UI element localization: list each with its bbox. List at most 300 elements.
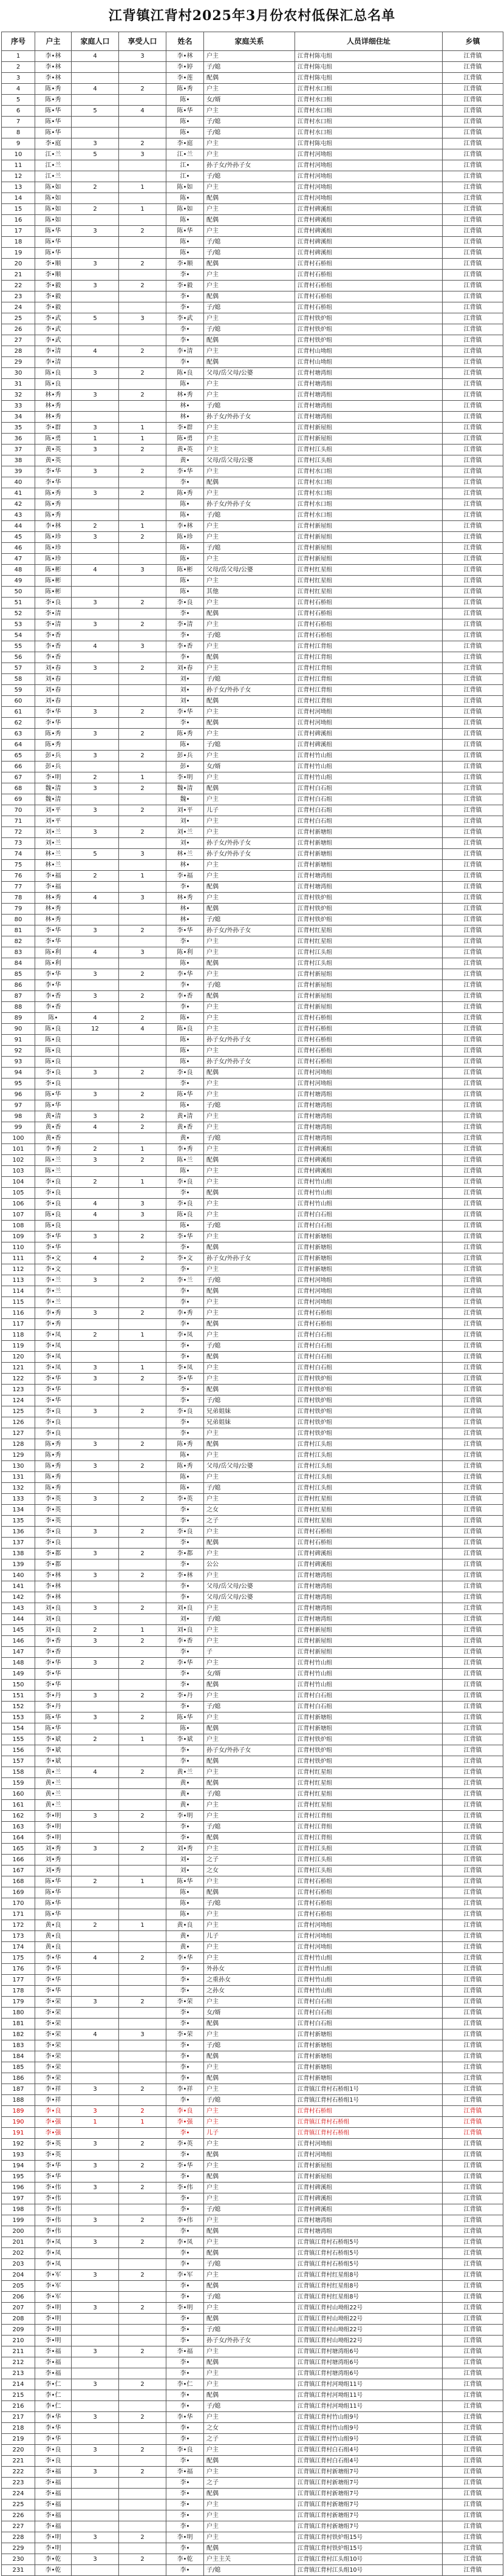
cell-address: 江背村新塘组 (295, 2073, 443, 2084)
cell-household-head: 李•华 (35, 2412, 72, 2423)
cell-address: 江背村江背组 (295, 1822, 443, 1833)
table-row (2, 947, 503, 958)
cell-index: 145 (2, 1625, 35, 1636)
cell-household-head: 李•明 (35, 2314, 72, 2325)
cell-household-head: 李•明 (35, 2325, 72, 2336)
cell-beneficiaries (119, 2357, 166, 2368)
cell-index: 206 (2, 2292, 35, 2303)
cell-address: 江背村河坳组 (295, 149, 443, 160)
cell-beneficiaries (119, 1614, 166, 1625)
cell-family-size (72, 696, 119, 707)
cell-address: 江背镇江背村塘湾组6号 (295, 2368, 443, 2379)
cell-address: 江背村碑溪组 (295, 237, 443, 248)
cell-beneficiaries (119, 215, 166, 226)
cell-household-head: 李•英 (35, 2139, 72, 2150)
table-row (2, 2281, 503, 2292)
cell-beneficiaries: 3 (119, 2029, 166, 2040)
cell-index: 148 (2, 1658, 35, 1669)
cell-family-size (72, 1789, 119, 1800)
table-row (2, 477, 503, 488)
cell-beneficiaries: 2 (119, 2139, 166, 2150)
cell-index: 71 (2, 816, 35, 827)
cell-family-size: 3 (72, 2270, 119, 2281)
cell-family-size (72, 1505, 119, 1516)
cell-relation: 户主 (204, 1909, 295, 1920)
cell-town: 江背镇 (443, 1341, 503, 1352)
cell-family-size (72, 1538, 119, 1549)
cell-town: 江背镇 (443, 1417, 503, 1428)
cell-address: 江背村新塘组 (295, 1723, 443, 1734)
cell-name: 李• (166, 1538, 204, 1549)
cell-name: 李•华 (166, 466, 204, 477)
cell-family-size (72, 1264, 119, 1275)
cell-family-size (72, 936, 119, 947)
cell-address: 江背村江背组 (295, 1833, 443, 1844)
cell-beneficiaries: 2 (119, 2554, 166, 2565)
cell-relation: 配偶 (204, 608, 295, 619)
cell-family-size (72, 1756, 119, 1767)
cell-household-head: 李•荣 (35, 2073, 72, 2084)
cell-town: 江背镇 (443, 543, 503, 554)
table-row (2, 1931, 503, 1942)
cell-name: 李•荣 (166, 2029, 204, 2040)
cell-household-head: 陈•秀 (35, 740, 72, 751)
cell-household-head: 李•强 (35, 2128, 72, 2139)
cell-town: 江背镇 (443, 1308, 503, 1319)
cell-town: 江背镇 (443, 510, 503, 521)
cell-family-size: 3 (72, 2237, 119, 2248)
cell-index: 20 (2, 259, 35, 270)
cell-address: 江背村河坳组 (295, 2139, 443, 2150)
cell-address: 江背村白石组 (295, 1702, 443, 1712)
cell-name: 陈•秀 (166, 1439, 204, 1450)
cell-index: 6 (2, 106, 35, 117)
cell-beneficiaries: 2 (119, 368, 166, 379)
cell-family-size (72, 576, 119, 587)
table-row (2, 1089, 503, 1100)
cell-town: 江背镇 (443, 685, 503, 696)
table-row (2, 1603, 503, 1614)
cell-town: 江背镇 (443, 1046, 503, 1057)
cell-name: 林• (166, 412, 204, 423)
table-row (2, 2532, 503, 2543)
cell-relation: 之子 (204, 1855, 295, 1866)
table-row (2, 1855, 503, 1866)
cell-household-head: 李•华 (35, 1232, 72, 1242)
cell-household-head: 李•文 (35, 1264, 72, 1275)
cell-relation: 公公 (204, 1559, 295, 1570)
cell-family-size: 5 (72, 313, 119, 324)
cell-address: 江背村碑溪组 (295, 215, 443, 226)
cell-name: 李• (166, 2040, 204, 2051)
cell-address: 江背村新屋组 (295, 532, 443, 543)
cell-town: 江背镇 (443, 2521, 503, 2532)
cell-index: 53 (2, 619, 35, 630)
cell-family-size (72, 1986, 119, 1997)
cell-beneficiaries (119, 270, 166, 281)
cell-name: 李• (166, 718, 204, 729)
cell-index: 164 (2, 1833, 35, 1844)
cell-town: 江背镇 (443, 149, 503, 160)
table-row (2, 1297, 503, 1308)
cell-index: 144 (2, 1614, 35, 1625)
cell-index: 61 (2, 707, 35, 718)
cell-town: 江背镇 (443, 1297, 503, 1308)
cell-relation: 配偶 (204, 1385, 295, 1395)
cell-address: 江背村新屋组 (295, 980, 443, 991)
cell-index: 7 (2, 117, 35, 128)
table-row (2, 2521, 503, 2532)
cell-name: 刘• (166, 696, 204, 707)
cell-name: 黄• (166, 1942, 204, 1953)
cell-household-head: 李•荣 (35, 2051, 72, 2062)
cell-relation: 户主 (204, 346, 295, 357)
cell-family-size: 3 (72, 2346, 119, 2357)
cell-beneficiaries (119, 302, 166, 313)
cell-address: 江背村江头组 (295, 1844, 443, 1855)
cell-family-size (72, 980, 119, 991)
cell-index: 116 (2, 1308, 35, 1319)
cell-household-head: 李•凤 (35, 2259, 72, 2270)
cell-index: 125 (2, 1406, 35, 1417)
cell-name: 李•英 (166, 2139, 204, 2150)
cell-household-head: 李•华 (35, 1385, 72, 1395)
table-row (2, 554, 503, 565)
cell-family-size (72, 958, 119, 969)
cell-address: 江背村江头组 (295, 1483, 443, 1494)
cell-household-head: 陈•秀 (35, 1472, 72, 1483)
cell-name: 陈•良 (166, 1024, 204, 1035)
cell-family-size (72, 674, 119, 685)
cell-relation: 户主 (204, 2412, 295, 2423)
table-row (2, 2215, 503, 2226)
cell-household-head: 李•明 (35, 1833, 72, 1844)
cell-address: 江背镇江背村铁炉组15号 (295, 2543, 443, 2554)
cell-family-size (72, 685, 119, 696)
cell-family-size (72, 291, 119, 302)
cell-family-size: 3 (72, 423, 119, 434)
cell-beneficiaries (119, 2019, 166, 2029)
cell-household-head: 刘•良 (35, 1625, 72, 1636)
cell-relation: 户主 (204, 1811, 295, 1822)
table-row (2, 1778, 503, 1789)
cell-address: 江背村新屋组 (295, 521, 443, 532)
cell-name: 李• (166, 1833, 204, 1844)
cell-address: 江背村石桥组 (295, 1046, 443, 1057)
cell-address: 江背村塘湾组 (295, 401, 443, 412)
cell-family-size (72, 1702, 119, 1712)
cell-index: 227 (2, 2521, 35, 2532)
cell-relation: 父母/岳父母/公婆 (204, 1461, 295, 1472)
cell-beneficiaries (119, 762, 166, 772)
cell-household-head: 李•凤 (35, 1330, 72, 1341)
cell-beneficiaries: 2 (119, 925, 166, 936)
cell-beneficiaries (119, 1057, 166, 1068)
cell-address: 江背村碑溪组 (295, 1549, 443, 1559)
cell-beneficiaries: 2 (119, 466, 166, 477)
table-row (2, 751, 503, 762)
cell-family-size (72, 73, 119, 84)
cell-relation: 户主 (204, 619, 295, 630)
cell-relation: 户主 (204, 1177, 295, 1188)
table-row (2, 1669, 503, 1680)
cell-address: 江背村石桥组 (295, 1057, 443, 1068)
cell-name: 李•祥 (166, 2084, 204, 2095)
cell-relation: 户主 (204, 1767, 295, 1778)
cell-relation: 之子 (204, 2434, 295, 2445)
cell-family-size (72, 215, 119, 226)
cell-family-size: 3 (72, 445, 119, 455)
cell-town: 江背镇 (443, 445, 503, 455)
cell-name: 李•良 (166, 1199, 204, 1210)
cell-index: 70 (2, 805, 35, 816)
cell-beneficiaries: 2 (119, 1603, 166, 1614)
cell-family-size (72, 335, 119, 346)
cell-family-size: 3 (72, 466, 119, 477)
cell-household-head: 陈•秀 (35, 84, 72, 95)
table-row (2, 1057, 503, 1068)
cell-relation: 户主 (204, 1844, 295, 1855)
cell-town: 江背镇 (443, 641, 503, 652)
cell-index: 151 (2, 1691, 35, 1702)
cell-family-size: 3 (72, 1406, 119, 1417)
cell-name: 林•秀 (166, 390, 204, 401)
table-row (2, 1876, 503, 1887)
cell-address: 江背村江背组 (295, 696, 443, 707)
cell-relation: 户主 (204, 313, 295, 324)
cell-household-head: 李•福 (35, 2499, 72, 2510)
cell-address: 江背村塘湾组 (295, 368, 443, 379)
cell-family-size (72, 1800, 119, 1811)
cell-beneficiaries (119, 1286, 166, 1297)
cell-index: 46 (2, 543, 35, 554)
cell-town: 江背镇 (443, 1702, 503, 1712)
cell-relation: 配偶 (204, 1286, 295, 1297)
cell-address: 江背村石桥组 (295, 1024, 443, 1035)
cell-household-head: 李•良 (35, 1406, 72, 1417)
table-row (2, 718, 503, 729)
cell-address: 江背村红星组 (295, 1767, 443, 1778)
table-row (2, 1210, 503, 1221)
table-row (2, 1253, 503, 1264)
cell-address: 江背村塘湾组 (295, 1133, 443, 1144)
cell-name: 李•明 (166, 1811, 204, 1822)
cell-beneficiaries: 2 (119, 1155, 166, 1166)
cell-index: 57 (2, 663, 35, 674)
cell-household-head: 刘•兰 (35, 827, 72, 838)
cell-address: 江背村水口组 (295, 510, 443, 521)
cell-family-size (72, 816, 119, 827)
table-row (2, 696, 503, 707)
cell-family-size: 2 (72, 1330, 119, 1341)
cell-town: 江背镇 (443, 1647, 503, 1658)
cell-household-head: 李•华 (35, 1953, 72, 1964)
cell-household-head: 陈•秀 (35, 95, 72, 106)
cell-name: 李• (166, 2150, 204, 2161)
cell-town: 江背镇 (443, 499, 503, 510)
cell-relation: 配偶 (204, 1778, 295, 1789)
cell-index: 139 (2, 1559, 35, 1570)
cell-family-size (72, 630, 119, 641)
cell-address: 江背村石桥组 (295, 1898, 443, 1909)
cell-index: 91 (2, 1035, 35, 1046)
cell-household-head: 彭•兵 (35, 762, 72, 772)
cell-town: 江背镇 (443, 1833, 503, 1844)
cell-beneficiaries (119, 324, 166, 335)
table-row (2, 1680, 503, 1691)
cell-household-head: 陈•彬 (35, 576, 72, 587)
cell-relation: 子/媳 (204, 1341, 295, 1352)
cell-household-head: 李•明 (35, 2303, 72, 2314)
cell-beneficiaries (119, 2051, 166, 2062)
cell-name: 魏•清 (166, 783, 204, 794)
cell-family-size (72, 1472, 119, 1483)
cell-index: 41 (2, 488, 35, 499)
cell-relation: 子/媳 (204, 1822, 295, 1833)
cell-household-head: 陈•华 (35, 106, 72, 117)
cell-address: 江背村河坳组 (295, 182, 443, 193)
cell-relation: 配偶 (204, 193, 295, 204)
cell-town: 江背镇 (443, 751, 503, 762)
cell-family-size (72, 1221, 119, 1232)
cell-family-size (72, 171, 119, 182)
cell-beneficiaries: 3 (119, 1199, 166, 1210)
cell-index: 179 (2, 1997, 35, 2008)
cell-town: 江背镇 (443, 1866, 503, 1876)
cell-family-size: 4 (72, 346, 119, 357)
cell-family-size (72, 2062, 119, 2073)
cell-beneficiaries (119, 936, 166, 947)
cell-relation: 户主 (204, 1953, 295, 1964)
cell-name: 李•福 (166, 2467, 204, 2478)
cell-name: 陈• (166, 1046, 204, 1057)
cell-household-head: 林•秀 (35, 893, 72, 904)
cell-town: 江背镇 (443, 1592, 503, 1603)
cell-family-size: 3 (72, 1232, 119, 1242)
cell-town: 江背镇 (443, 368, 503, 379)
cell-beneficiaries (119, 1352, 166, 1363)
cell-family-size (72, 2499, 119, 2510)
cell-beneficiaries: 2 (119, 1997, 166, 2008)
table-row (2, 466, 503, 477)
cell-beneficiaries: 3 (119, 313, 166, 324)
cell-name: 李•英 (166, 1494, 204, 1505)
cell-relation: 户主 (204, 1330, 295, 1341)
table-row (2, 969, 503, 980)
cell-household-head: 李•军 (35, 2292, 72, 2303)
cell-address: 江背村石桥组 (295, 1538, 443, 1549)
cell-town: 江背镇 (443, 2172, 503, 2182)
cell-town: 江背镇 (443, 2128, 503, 2139)
table-row (2, 1702, 503, 1712)
header-family-size: 家庭人口 (72, 32, 119, 51)
cell-town: 江背镇 (443, 2051, 503, 2062)
cell-family-size (72, 652, 119, 663)
cell-family-size: 4 (72, 1199, 119, 1210)
cell-relation: 户主 (204, 1942, 295, 1953)
table-row (2, 630, 503, 641)
cell-beneficiaries (119, 2204, 166, 2215)
cell-family-size: 2 (72, 1625, 119, 1636)
cell-family-size: 3 (72, 2139, 119, 2150)
cell-household-head: 陈•如 (35, 215, 72, 226)
cell-address: 江背村石桥组 (295, 619, 443, 630)
cell-index: 166 (2, 1855, 35, 1866)
cell-address: 江背村红星组 (295, 1505, 443, 1516)
table-row (2, 1527, 503, 1538)
cell-town: 江背镇 (443, 1166, 503, 1177)
cell-relation: 户主 (204, 182, 295, 193)
cell-beneficiaries (119, 2489, 166, 2499)
cell-beneficiaries: 1 (119, 2117, 166, 2128)
cell-name: 林• (166, 860, 204, 871)
cell-family-size: 2 (72, 1177, 119, 1188)
cell-address: 江背村江背组 (295, 674, 443, 685)
cell-index: 189 (2, 2106, 35, 2117)
cell-index: 23 (2, 291, 35, 302)
cell-index: 43 (2, 510, 35, 521)
table-row (2, 729, 503, 740)
cell-index: 204 (2, 2270, 35, 2281)
table-row (2, 827, 503, 838)
cell-relation: 女/婿 (204, 1669, 295, 1680)
table-row (2, 1068, 503, 1078)
cell-relation: 孙子女/外孙子女 (204, 1745, 295, 1756)
table-row (2, 1461, 503, 1472)
cell-relation: 配偶 (204, 259, 295, 270)
cell-relation: 户主 (204, 1712, 295, 1723)
table-row (2, 335, 503, 346)
cell-town: 江背镇 (443, 2379, 503, 2390)
cell-name: 李• (166, 2314, 204, 2325)
cell-beneficiaries (119, 2226, 166, 2237)
cell-beneficiaries (119, 1428, 166, 1439)
table-row (2, 379, 503, 390)
cell-family-size: 3 (72, 226, 119, 237)
cell-household-head: 李•香 (35, 1647, 72, 1658)
cell-index: 67 (2, 772, 35, 783)
cell-town: 江背镇 (443, 1275, 503, 1286)
cell-name: 李• (166, 2226, 204, 2237)
table-row (2, 95, 503, 106)
cell-family-size (72, 2128, 119, 2139)
cell-index: 95 (2, 1078, 35, 1089)
cell-index: 39 (2, 466, 35, 477)
cell-town: 江背镇 (443, 2248, 503, 2259)
cell-name: 李• (166, 1188, 204, 1199)
cell-address: 江背村塘湾组 (295, 1614, 443, 1625)
cell-relation: 子/媳 (204, 2259, 295, 2270)
cell-relation: 子/媳 (204, 2204, 295, 2215)
cell-town: 江背镇 (443, 1527, 503, 1538)
cell-relation: 配偶 (204, 1352, 295, 1363)
cell-beneficiaries: 2 (119, 281, 166, 291)
cell-address: 江背村新屋组 (295, 2161, 443, 2172)
table-row (2, 1811, 503, 1822)
cell-town: 江背镇 (443, 1374, 503, 1385)
cell-name: 李• (166, 1702, 204, 1712)
cell-town: 江背镇 (443, 1210, 503, 1221)
cell-relation: 之女 (204, 1505, 295, 1516)
cell-family-size: 3 (72, 2532, 119, 2543)
cell-town: 江背镇 (443, 1920, 503, 1931)
cell-name: 李• (166, 357, 204, 368)
cell-household-head: 李•明 (35, 2543, 72, 2554)
cell-index: 29 (2, 357, 35, 368)
cell-town: 江背镇 (443, 521, 503, 532)
cell-relation: 户主 (204, 893, 295, 904)
cell-beneficiaries: 1 (119, 1876, 166, 1887)
